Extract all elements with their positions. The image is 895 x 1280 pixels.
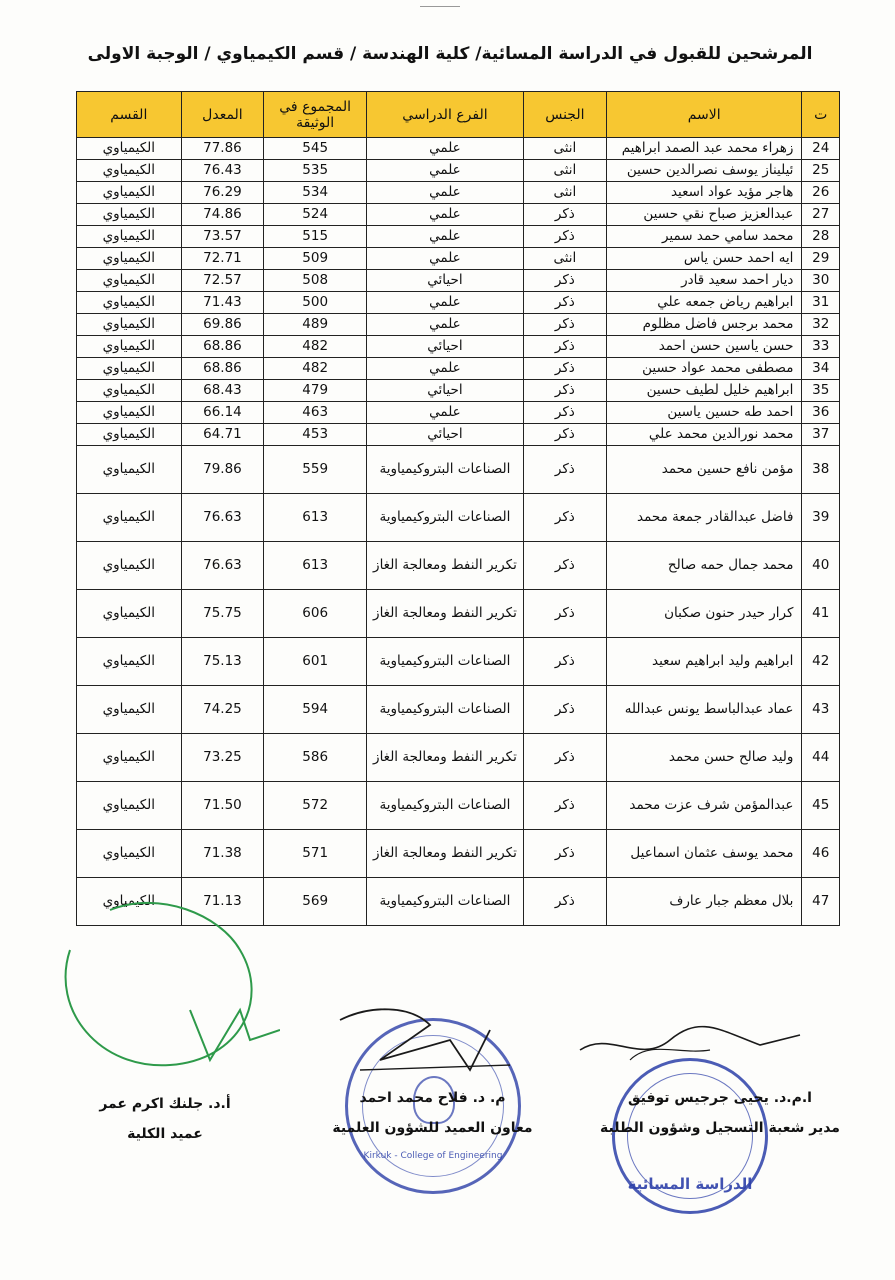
- cell-gender: ذكر: [523, 380, 606, 402]
- cell-avg: 71.38: [181, 830, 264, 878]
- cell-branch: الصناعات البتروكيمياوية: [367, 782, 524, 830]
- cell-dept: الكيمياوي: [77, 204, 182, 226]
- cell-branch: علمي: [367, 248, 524, 270]
- cell-seq: 40: [802, 542, 840, 590]
- cell-gender: ذكر: [523, 878, 606, 926]
- cell-gender: ذكر: [523, 542, 606, 590]
- cell-total: 479: [264, 380, 367, 402]
- header-total: المجموع في الوثيقة: [264, 92, 367, 138]
- cell-branch: علمي: [367, 160, 524, 182]
- cell-total: 508: [264, 270, 367, 292]
- cell-branch: علمي: [367, 402, 524, 424]
- cell-avg: 68.86: [181, 336, 264, 358]
- cell-total: 586: [264, 734, 367, 782]
- cell-seq: 25: [802, 160, 840, 182]
- cell-seq: 32: [802, 314, 840, 336]
- table-row: [77, 638, 840, 686]
- cell-name: ديار احمد سعيد قادر: [606, 270, 802, 292]
- cell-gender: انثى: [523, 248, 606, 270]
- cell-avg: 75.75: [181, 590, 264, 638]
- cell-name: ابراهيم خليل لطيف حسين: [606, 380, 802, 402]
- cell-name: فاضل عبدالقادر جمعة محمد: [606, 494, 802, 542]
- cell-gender: ذكر: [523, 204, 606, 226]
- cell-name: بلال معظم جبار عارف: [606, 878, 802, 926]
- cell-avg: 74.25: [181, 686, 264, 734]
- cell-dept: الكيمياوي: [77, 248, 182, 270]
- cell-total: 559: [264, 446, 367, 494]
- cell-seq: 47: [802, 878, 840, 926]
- cell-dept: الكيمياوي: [77, 358, 182, 380]
- cell-dept: الكيمياوي: [77, 138, 182, 160]
- cell-seq: 33: [802, 336, 840, 358]
- cell-total: 524: [264, 204, 367, 226]
- cell-avg: 76.63: [181, 494, 264, 542]
- cell-gender: ذكر: [523, 830, 606, 878]
- cell-branch: علمي: [367, 182, 524, 204]
- cell-gender: ذكر: [523, 686, 606, 734]
- cell-avg: 72.71: [181, 248, 264, 270]
- cell-dept: الكيمياوي: [77, 292, 182, 314]
- cell-branch: علمي: [367, 292, 524, 314]
- cell-branch: احيائي: [367, 380, 524, 402]
- table-body: [77, 138, 840, 926]
- associate-dean-name: م. د. فلاح محمد احمد: [359, 1090, 506, 1106]
- cell-name: محمد سامي حمد سمير: [606, 226, 802, 248]
- cell-branch: احيائي: [367, 336, 524, 358]
- cell-avg: 66.14: [181, 402, 264, 424]
- table-row: [77, 138, 840, 160]
- cell-seq: 35: [802, 380, 840, 402]
- registrar-seal: [612, 1058, 768, 1214]
- table-row: [77, 248, 840, 270]
- associate-dean-signature: [320, 1000, 520, 1090]
- cell-branch: احيائي: [367, 270, 524, 292]
- cell-gender: ذكر: [523, 226, 606, 248]
- cell-dept: الكيمياوي: [77, 542, 182, 590]
- cell-gender: ذكر: [523, 782, 606, 830]
- cell-name: ئيليناز يوسف نصرالدين حسين: [606, 160, 802, 182]
- cell-name: محمد جمال حمه صالح: [606, 542, 802, 590]
- cell-dept: الكيمياوي: [77, 830, 182, 878]
- cell-total: 500: [264, 292, 367, 314]
- cell-seq: 42: [802, 638, 840, 686]
- table-row: [77, 314, 840, 336]
- table-row: [77, 424, 840, 446]
- header-avg: المعدل: [181, 92, 264, 138]
- cell-gender: ذكر: [523, 358, 606, 380]
- cell-total: 613: [264, 494, 367, 542]
- cell-dept: الكيمياوي: [77, 782, 182, 830]
- cell-dept: الكيمياوي: [77, 336, 182, 358]
- cell-branch: علمي: [367, 358, 524, 380]
- table-row: [77, 226, 840, 248]
- cell-seq: 34: [802, 358, 840, 380]
- table-row: [77, 182, 840, 204]
- header-gender: الجنس: [523, 92, 606, 138]
- cell-dept: الكيمياوي: [77, 182, 182, 204]
- cell-name: زهراء محمد عبد الصمد ابراهيم: [606, 138, 802, 160]
- cell-branch: تكرير النفط ومعالجة الغاز: [367, 830, 524, 878]
- cell-dept: الكيمياوي: [77, 590, 182, 638]
- cell-avg: 79.86: [181, 446, 264, 494]
- table-row: [77, 542, 840, 590]
- cell-gender: انثى: [523, 160, 606, 182]
- table-row: [77, 686, 840, 734]
- candidates-table: [76, 91, 840, 926]
- table-row: [77, 270, 840, 292]
- cell-seq: 46: [802, 830, 840, 878]
- cell-avg: 74.86: [181, 204, 264, 226]
- cell-gender: ذكر: [523, 446, 606, 494]
- cell-seq: 45: [802, 782, 840, 830]
- cell-gender: انثى: [523, 182, 606, 204]
- dean-role: عميد الكلية: [127, 1126, 203, 1142]
- cell-dept: الكيمياوي: [77, 314, 182, 336]
- cell-seq: 24: [802, 138, 840, 160]
- cell-avg: 71.43: [181, 292, 264, 314]
- cell-total: 572: [264, 782, 367, 830]
- cell-total: 571: [264, 830, 367, 878]
- cell-seq: 28: [802, 226, 840, 248]
- table-row: [77, 336, 840, 358]
- cell-total: 594: [264, 686, 367, 734]
- cell-name: ايه احمد حسن ياس: [606, 248, 802, 270]
- table-row: [77, 782, 840, 830]
- cell-seq: 31: [802, 292, 840, 314]
- cell-avg: 75.13: [181, 638, 264, 686]
- cell-avg: 72.57: [181, 270, 264, 292]
- cell-name: محمد يوسف عثمان اسماعيل: [606, 830, 802, 878]
- table-row: [77, 380, 840, 402]
- cell-dept: الكيمياوي: [77, 446, 182, 494]
- cell-seq: 44: [802, 734, 840, 782]
- cell-total: 515: [264, 226, 367, 248]
- cell-dept: الكيمياوي: [77, 226, 182, 248]
- registrar-signature-block: [600, 1090, 840, 1136]
- header-name: الاسم: [606, 92, 802, 138]
- cell-gender: ذكر: [523, 638, 606, 686]
- table-row: [77, 590, 840, 638]
- cell-seq: 39: [802, 494, 840, 542]
- cell-seq: 38: [802, 446, 840, 494]
- cell-name: محمد برجس فاضل مظلوم: [606, 314, 802, 336]
- cell-avg: 76.43: [181, 160, 264, 182]
- table-row: [77, 160, 840, 182]
- cell-name: مؤمن نافع حسين محمد: [606, 446, 802, 494]
- cell-name: ابراهيم رياض جمعه علي: [606, 292, 802, 314]
- cell-gender: ذكر: [523, 270, 606, 292]
- cell-branch: علمي: [367, 138, 524, 160]
- page-top-mark: [420, 0, 460, 7]
- cell-dept: الكيمياوي: [77, 878, 182, 926]
- cell-branch: الصناعات البتروكيمياوية: [367, 494, 524, 542]
- table-row: [77, 402, 840, 424]
- cell-branch: الصناعات البتروكيمياوية: [367, 686, 524, 734]
- cell-name: ابراهيم وليد ابراهيم سعيد: [606, 638, 802, 686]
- cell-avg: 71.13: [181, 878, 264, 926]
- table-row: [77, 446, 840, 494]
- dean-green-circle-mark: [40, 870, 280, 1090]
- cell-total: 569: [264, 878, 367, 926]
- cell-name: مصطفى محمد عواد حسين: [606, 358, 802, 380]
- cell-gender: ذكر: [523, 734, 606, 782]
- cell-avg: 68.86: [181, 358, 264, 380]
- table-row: [77, 734, 840, 782]
- dean-name: أ.د. جلنك اكرم عمر: [99, 1096, 231, 1112]
- cell-name: وليد صالح حسن محمد: [606, 734, 802, 782]
- cell-total: 534: [264, 182, 367, 204]
- header-branch: الفرع الدراسي: [367, 92, 524, 138]
- cell-seq: 36: [802, 402, 840, 424]
- cell-gender: ذكر: [523, 336, 606, 358]
- cell-seq: 41: [802, 590, 840, 638]
- cell-total: 545: [264, 138, 367, 160]
- cell-name: احمد طه حسين ياسين: [606, 402, 802, 424]
- header-dept: القسم: [77, 92, 182, 138]
- cell-branch: علمي: [367, 204, 524, 226]
- cell-branch: علمي: [367, 314, 524, 336]
- cell-branch: تكرير النفط ومعالجة الغاز: [367, 542, 524, 590]
- cell-total: 453: [264, 424, 367, 446]
- cell-branch: الصناعات البتروكيمياوية: [367, 878, 524, 926]
- cell-dept: الكيمياوي: [77, 424, 182, 446]
- cell-total: 482: [264, 358, 367, 380]
- cell-avg: 76.29: [181, 182, 264, 204]
- cell-seq: 37: [802, 424, 840, 446]
- cell-total: 509: [264, 248, 367, 270]
- cell-gender: ذكر: [523, 590, 606, 638]
- cell-avg: 68.43: [181, 380, 264, 402]
- cell-total: 606: [264, 590, 367, 638]
- cell-branch: الصناعات البتروكيمياوية: [367, 638, 524, 686]
- cell-gender: ذكر: [523, 402, 606, 424]
- header-seq: ت: [802, 92, 840, 138]
- cell-name: حسن ياسين حسن احمد: [606, 336, 802, 358]
- cell-seq: 27: [802, 204, 840, 226]
- cell-dept: الكيمياوي: [77, 686, 182, 734]
- cell-total: 601: [264, 638, 367, 686]
- registrar-seal-text: الدراسة المسائية: [627, 1175, 753, 1193]
- cell-avg: 64.71: [181, 424, 264, 446]
- associate-dean-role: معاون العميد للشؤون العلمية: [332, 1120, 533, 1136]
- cell-total: 613: [264, 542, 367, 590]
- cell-dept: الكيمياوي: [77, 380, 182, 402]
- cell-avg: 69.86: [181, 314, 264, 336]
- cell-name: عبدالعزيز صباح نقي حسين: [606, 204, 802, 226]
- cell-branch: تكرير النفط ومعالجة الغاز: [367, 590, 524, 638]
- cell-total: 489: [264, 314, 367, 336]
- cell-seq: 26: [802, 182, 840, 204]
- cell-total: 482: [264, 336, 367, 358]
- cell-dept: الكيمياوي: [77, 402, 182, 424]
- cell-gender: انثى: [523, 138, 606, 160]
- cell-name: هاجر مؤيد عواد اسعيد: [606, 182, 802, 204]
- cell-gender: ذكر: [523, 424, 606, 446]
- registrar-role: مدير شعبة التسجيل وشؤون الطلبة: [600, 1120, 840, 1136]
- table-row: [77, 494, 840, 542]
- cell-seq: 43: [802, 686, 840, 734]
- table-row: [77, 358, 840, 380]
- cell-seq: 29: [802, 248, 840, 270]
- cell-dept: الكيمياوي: [77, 270, 182, 292]
- cell-total: 535: [264, 160, 367, 182]
- cell-total: 463: [264, 402, 367, 424]
- cell-branch: تكرير النفط ومعالجة الغاز: [367, 734, 524, 782]
- associate-seal-text: Kirkuk - College of Engineering: [363, 1151, 503, 1161]
- cell-branch: علمي: [367, 226, 524, 248]
- cell-name: كرار حيدر حنون صكبان: [606, 590, 802, 638]
- cell-avg: 76.63: [181, 542, 264, 590]
- cell-avg: 71.50: [181, 782, 264, 830]
- associate-dean-signature-block: [325, 1090, 540, 1136]
- cell-dept: الكيمياوي: [77, 734, 182, 782]
- cell-avg: 77.86: [181, 138, 264, 160]
- cell-dept: الكيمياوي: [77, 638, 182, 686]
- table-row: [77, 292, 840, 314]
- cell-gender: ذكر: [523, 292, 606, 314]
- cell-dept: الكيمياوي: [77, 494, 182, 542]
- cell-avg: 73.57: [181, 226, 264, 248]
- page-title: المرشحين للقبول في الدراسة المسائية/ كلية الهندسة / قسم الكيمياوي / الوجبة الاولى: [87, 44, 813, 64]
- cell-seq: 30: [802, 270, 840, 292]
- table-header-row: [77, 92, 840, 138]
- cell-branch: الصناعات البتروكيمياوية: [367, 446, 524, 494]
- cell-gender: ذكر: [523, 494, 606, 542]
- cell-name: عماد عبدالباسط يونس عبدالله: [606, 686, 802, 734]
- cell-branch: احيائي: [367, 424, 524, 446]
- cell-dept: الكيمياوي: [77, 160, 182, 182]
- registrar-name: ا.م.د. يحيى جرجيس توفيق: [628, 1090, 812, 1106]
- dean-signature-block: [90, 1096, 240, 1142]
- cell-avg: 73.25: [181, 734, 264, 782]
- cell-name: محمد نورالدين محمد علي: [606, 424, 802, 446]
- cell-name: عبدالمؤمن شرف عزت محمد: [606, 782, 802, 830]
- table-row: [77, 204, 840, 226]
- cell-gender: ذكر: [523, 314, 606, 336]
